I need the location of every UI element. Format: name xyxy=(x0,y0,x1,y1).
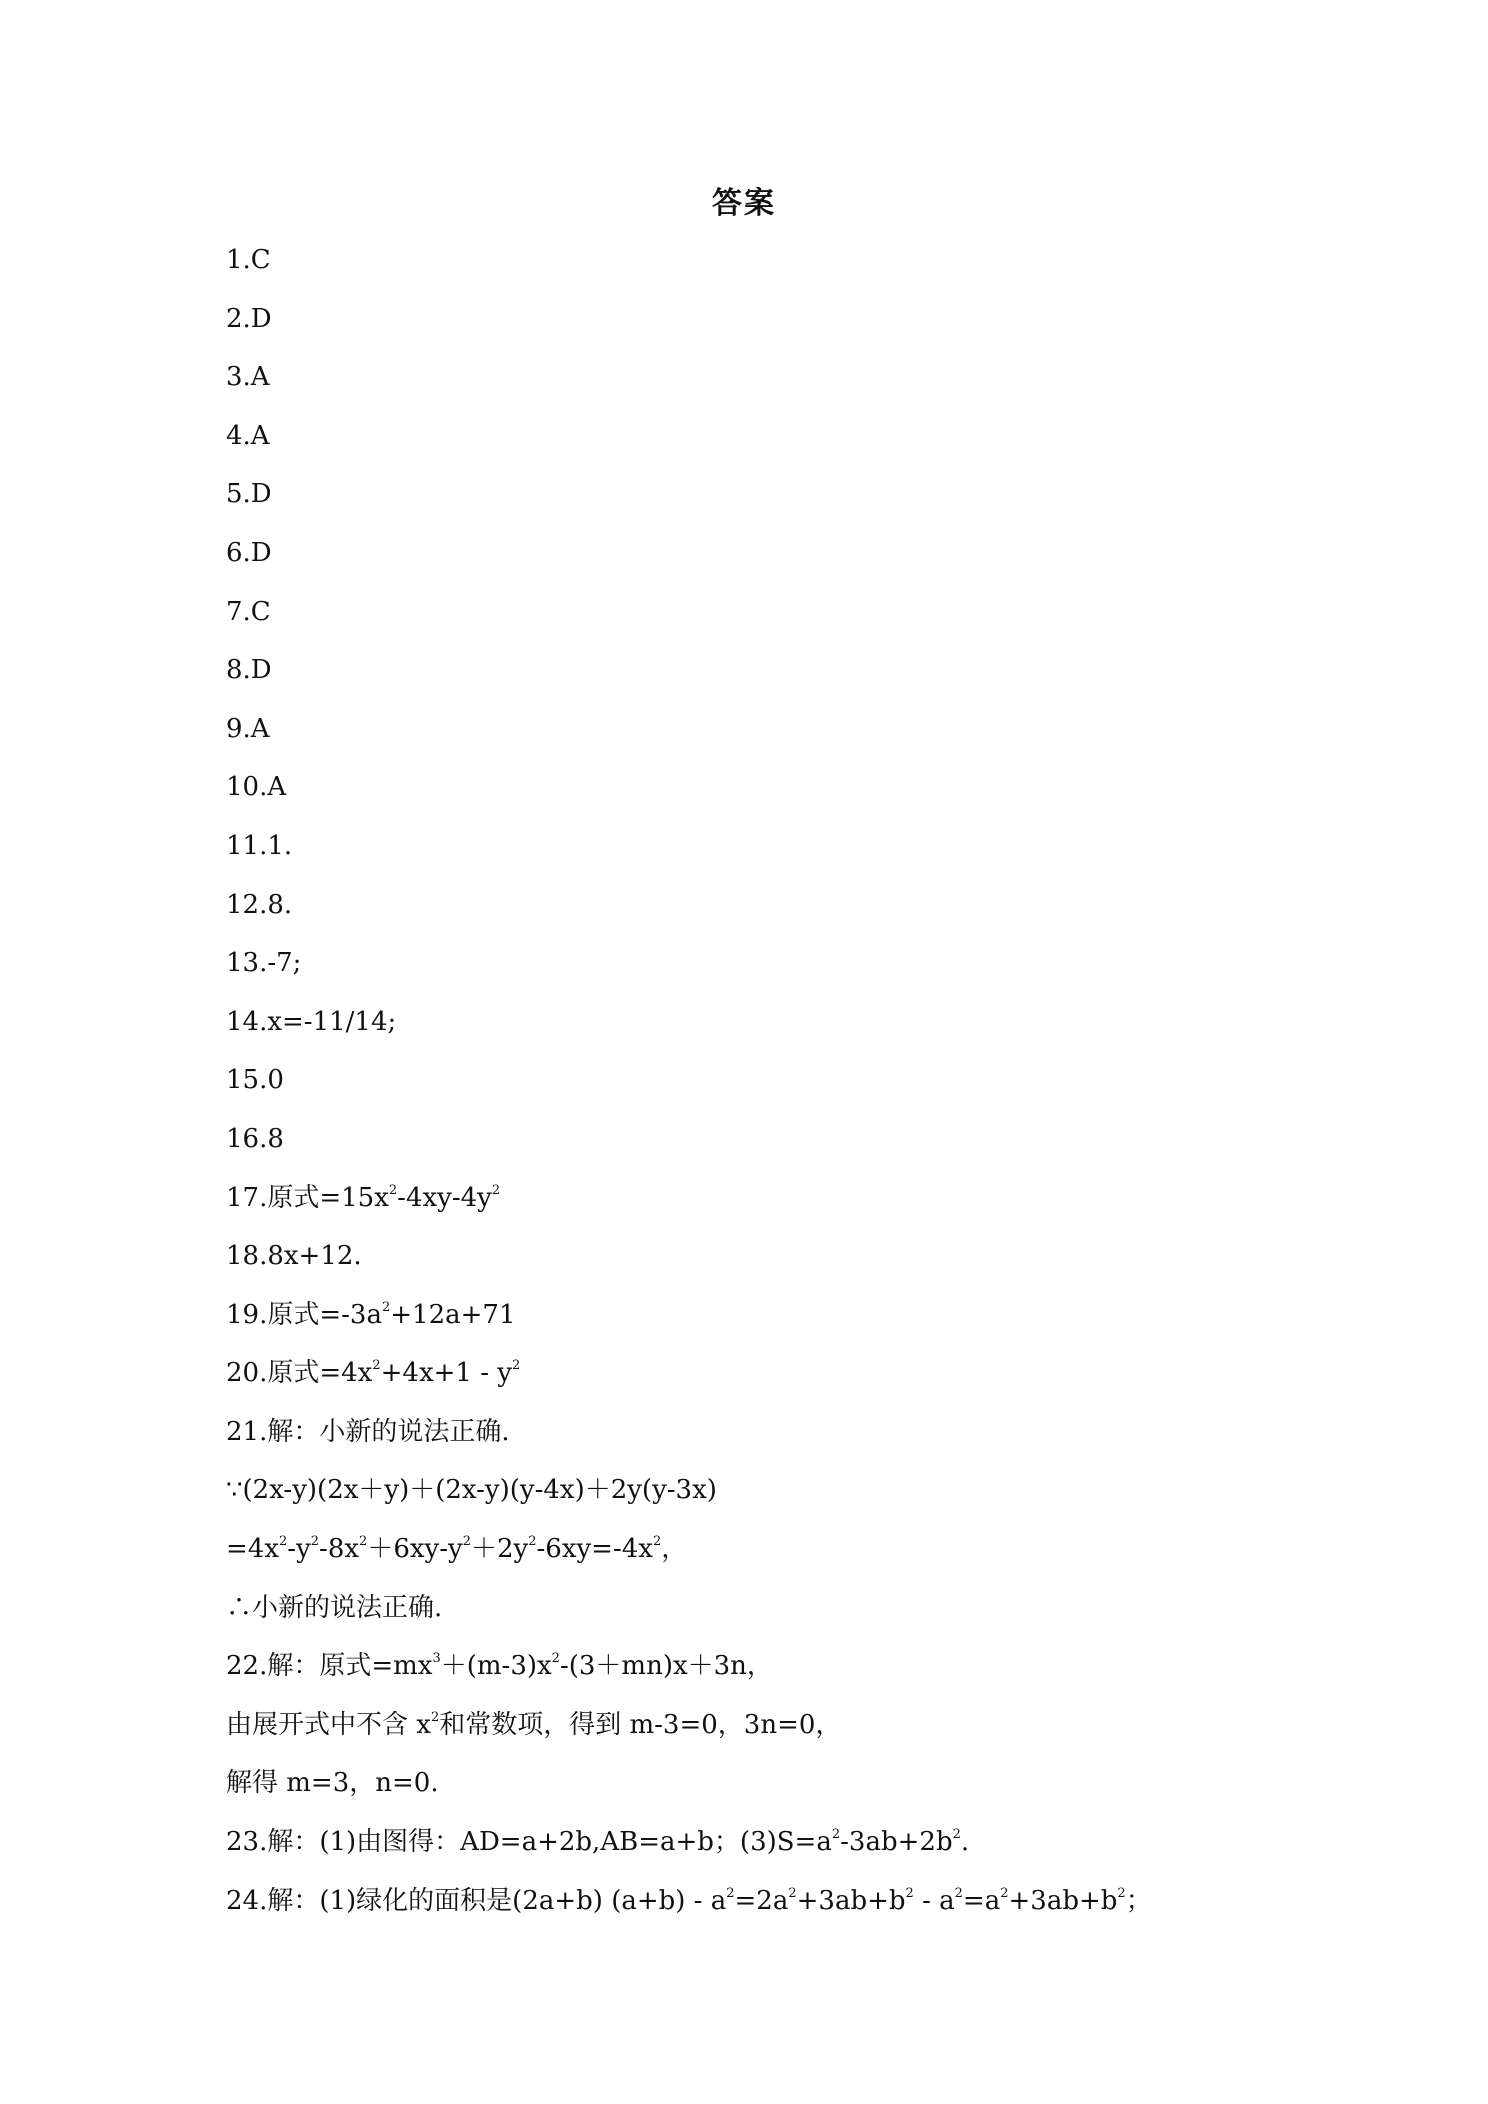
superscript: 2 xyxy=(511,1358,521,1374)
answer-line xyxy=(226,1119,1376,1178)
answer-text: -8x xyxy=(319,1534,360,1565)
answer-text: 由展开式中不含 x xyxy=(226,1709,431,1740)
answer-text: ＋6xy-y xyxy=(367,1534,463,1565)
answer-text: 4.A xyxy=(226,420,270,451)
answer-line xyxy=(226,1002,1376,1061)
answer-line xyxy=(226,533,1376,592)
answer-text: 1.C xyxy=(226,245,271,275)
answer-text: 解得 m=3，n=0. xyxy=(226,1768,439,1799)
superscript: 2 xyxy=(491,1182,501,1198)
answer-text: 8.D xyxy=(226,655,272,686)
answer-text: 24.解：(1)绿化的面积是(2a+b) (a+b) - a xyxy=(226,1885,727,1916)
answer-text: -4xy-4y xyxy=(397,1182,492,1213)
answer-text: 10.A xyxy=(226,772,287,803)
answer-text: 22.解：原式=mx xyxy=(226,1651,433,1682)
answer-line xyxy=(226,1353,1376,1412)
answer-text: 14.x=-11/14; xyxy=(226,1006,397,1037)
answer-text: . xyxy=(960,1827,970,1858)
answer-text: 19.原式=-3a xyxy=(226,1299,382,1330)
superscript: 2 xyxy=(652,1534,662,1550)
answer-text: +4x+1 - y xyxy=(380,1358,512,1389)
answer-text: ＋2y xyxy=(470,1534,529,1565)
answer-text: 17.原式=15x xyxy=(226,1182,389,1213)
superscript: 2 xyxy=(279,1534,288,1550)
answer-line xyxy=(226,1646,1376,1705)
superscript: 2 xyxy=(430,1709,440,1725)
answer-line xyxy=(226,767,1376,826)
superscript: 2 xyxy=(462,1534,471,1550)
answer-text: ， xyxy=(661,1534,688,1565)
page-title: 答案 xyxy=(712,186,776,221)
answer-line xyxy=(226,885,1376,944)
answer-text: +3ab+b xyxy=(1008,1885,1118,1916)
superscript: 2 xyxy=(528,1534,537,1550)
answer-text: ； xyxy=(1125,1885,1152,1916)
answer-text: ＋(m-3)x xyxy=(440,1651,552,1682)
answer-line xyxy=(226,1881,1376,1940)
answer-text: =2a xyxy=(734,1885,789,1916)
answer-line xyxy=(226,474,1376,533)
superscript: 2 xyxy=(954,1885,963,1901)
answer-text: 16.8 xyxy=(226,1123,284,1154)
superscript: 2 xyxy=(310,1534,320,1550)
answer-text: 3.A xyxy=(226,362,270,393)
superscript: 2 xyxy=(359,1534,368,1550)
answer-text: +12a+71 xyxy=(390,1299,516,1330)
answer-text: =4x xyxy=(226,1534,279,1565)
answer-text: -y xyxy=(287,1534,311,1565)
answer-text: 6.D xyxy=(226,537,272,568)
superscript: 2 xyxy=(381,1299,391,1315)
answer-line xyxy=(226,1529,1376,1588)
superscript: 2 xyxy=(905,1885,914,1901)
superscript: 2 xyxy=(1000,1885,1009,1901)
superscript: 3 xyxy=(432,1651,441,1667)
answer-line xyxy=(226,1705,1376,1764)
answer-text: - a xyxy=(913,1885,955,1916)
answer-line xyxy=(226,416,1376,475)
answer-line xyxy=(226,592,1376,651)
answer-line xyxy=(226,1470,1376,1529)
answer-text: =a xyxy=(962,1885,1001,1916)
answer-line xyxy=(226,1412,1376,1471)
superscript: 2 xyxy=(788,1885,797,1901)
answer-text: 13.-7; xyxy=(226,948,302,979)
answer-text: 23.解：(1)由图得：AD=a+2b,AB=a+b；(3)S=a xyxy=(226,1827,832,1858)
superscript: 2 xyxy=(952,1827,961,1843)
answer-line xyxy=(226,943,1376,1002)
superscript: 2 xyxy=(1117,1885,1126,1901)
answer-line xyxy=(226,826,1376,885)
answer-text: 7.C xyxy=(226,596,271,627)
answer-line xyxy=(226,240,1376,299)
answer-line xyxy=(226,1763,1376,1822)
superscript: 2 xyxy=(372,1358,381,1374)
answer-text: 15.0 xyxy=(226,1065,284,1096)
answer-text: 12.8. xyxy=(226,889,293,920)
answer-list xyxy=(226,240,1376,1939)
answer-text: ∴小新的说法正确. xyxy=(226,1592,443,1623)
answer-line xyxy=(226,1295,1376,1354)
answer-text: ∵(2x-y)(2x＋y)＋(2x-y)(y-4x)＋2y(y-3x) xyxy=(226,1475,717,1506)
answer-text: 18.8x+12. xyxy=(226,1241,362,1272)
answer-text: -3ab+2b xyxy=(840,1827,953,1858)
answer-text: 11.1. xyxy=(226,830,293,861)
superscript: 2 xyxy=(551,1651,560,1667)
answer-text: -6xy=-4x xyxy=(536,1534,653,1565)
answer-line xyxy=(226,709,1376,768)
answer-line xyxy=(226,1588,1376,1647)
answer-text: 20.原式=4x xyxy=(226,1358,373,1389)
superscript: 2 xyxy=(831,1827,841,1843)
answer-line xyxy=(226,1060,1376,1119)
answer-text: 5.D xyxy=(226,479,272,510)
answer-line xyxy=(226,357,1376,416)
answer-text: 2.D xyxy=(226,303,272,334)
answer-text: +3ab+b xyxy=(796,1885,906,1916)
answer-text: 9.A xyxy=(226,713,270,744)
superscript: 2 xyxy=(388,1182,398,1198)
answer-line xyxy=(226,650,1376,709)
answer-line xyxy=(226,1178,1376,1237)
superscript: 2 xyxy=(726,1885,735,1901)
answer-text: 和常数项，得到 m-3=0，3n=0， xyxy=(439,1709,842,1740)
answer-line xyxy=(226,299,1376,358)
answer-line xyxy=(226,1236,1376,1295)
answer-text: 21.解：小新的说法正确. xyxy=(226,1416,510,1447)
answer-text: -(3＋mn)x＋3n， xyxy=(559,1651,773,1682)
answer-line xyxy=(226,1822,1376,1881)
